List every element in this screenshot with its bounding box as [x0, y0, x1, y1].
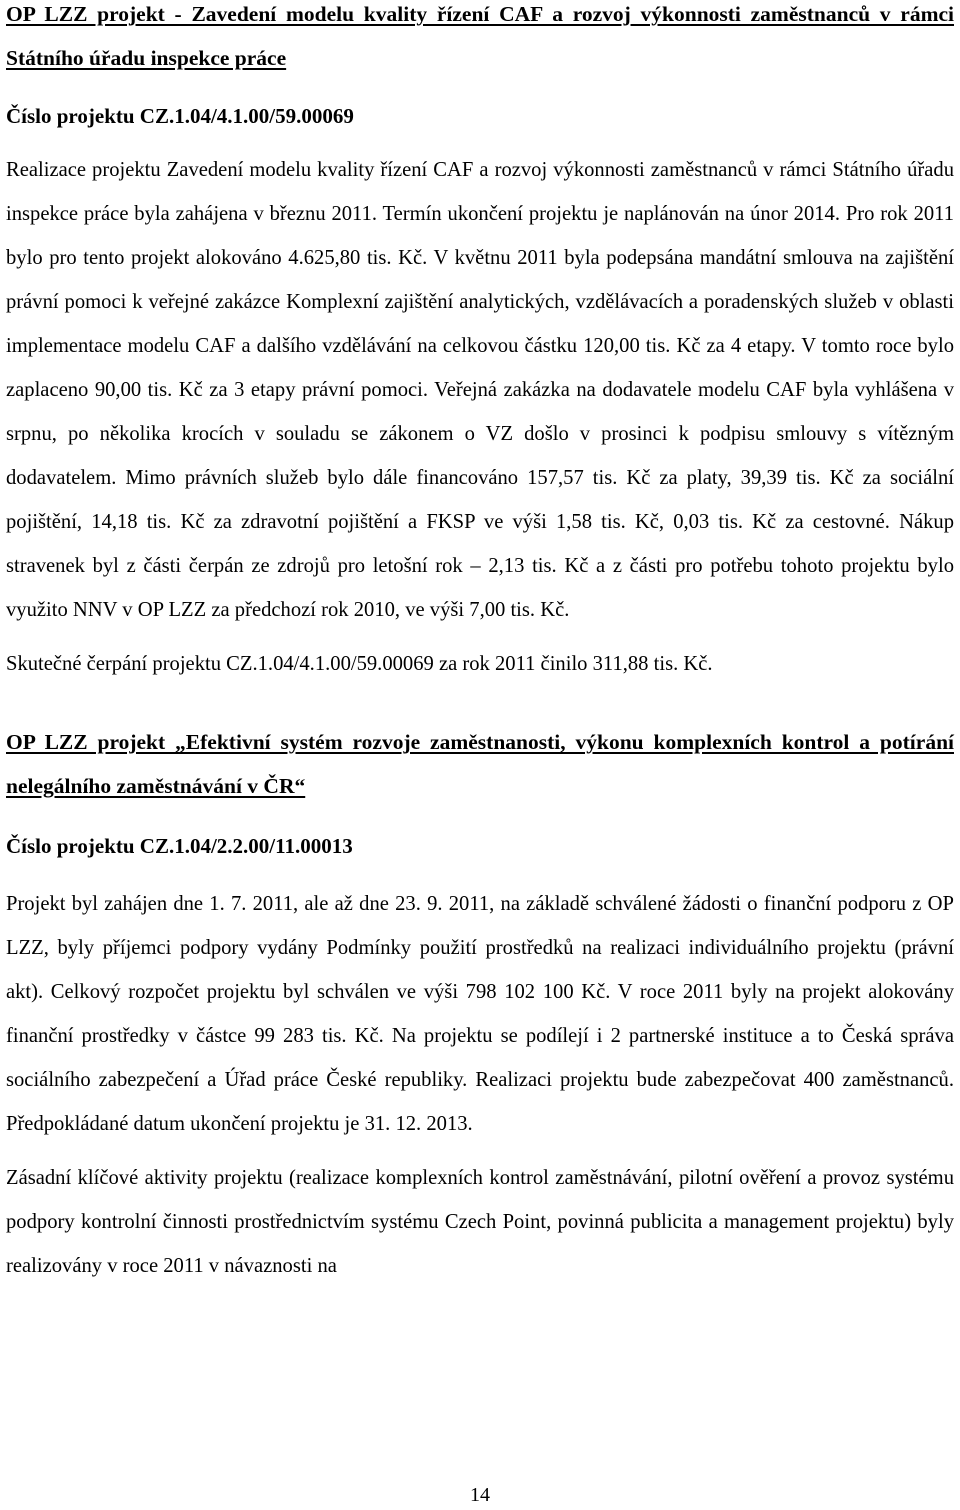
page-number: 14 [470, 1484, 490, 1506]
body-paragraph: Realizace projektu Zavedení modelu kvality řízení CAF a rozvoj výkonnosti zaměstnanců v rámci Státního úřadu inspekce práce byla zahájena v březnu 2011. Termín ukončení projektu je naplánován na únor 2014. Pro rok 2011 bylo pro tento projekt alokováno 4.625,80 tis. Kč. V květnu 2011 byla podepsána mandátní smlouva na zajištění právní pomoci k veřejné zakázce Komplexní zajištění analytických, vzdělávacích a poradenských služeb v oblasti implementace modelu CAF a dalšího vzdělávání na celkovou částku 120,00 tis. Kč za 4 etapy. V tomto roce bylo zaplaceno 90,00 tis. Kč za 3 etapy právní pomoci. Veřejná zakázka na dodavatele modelu CAF byla vyhlášena v srpnu, po několika krocích v souladu se zákonem o VZ došlo v prosinci k podpisu smlouvy s vítězným dodavatelem. Mimo právních služeb bylo dále financováno 157,57 tis. Kč za platy, 39,39 tis. Kč za sociální pojištění, 14,18 tis. Kč za zdravotní pojištění a FKSP ve výši 1,58 tis. Kč, 0,03 tis. Kč za cestovné. Nákup stravenek byl z části čerpán ze zdrojů pro letošní rok – 2,13 tis. Kč a z části pro potřebu tohoto projektu bylo využito NNV v OP LZZ za předchozí rok 2010, ve výši 7,00 tis. Kč. [6, 159, 954, 621]
total-spending-paragraph: Skutečné čerpání projektu CZ.1.04/4.1.00/59.00069 za rok 2011 činilo 311,88 tis. Kč. [6, 653, 713, 675]
section-employment-project [6, 720, 954, 1288]
project-number: Číslo projektu CZ.1.04/2.2.00/11.00013 [6, 834, 353, 858]
section-heading: OP LZZ projekt „Efektivní systém rozvoje zaměstnanosti, výkonu komplexních kontrol a potírání nelegálního zaměstnávání v ČR“ [6, 730, 954, 798]
body-paragraph: Projekt byl zahájen dne 1. 7. 2011, ale až dne 23. 9. 2011, na základě schválené žádosti o finanční podporu z OP LZZ, byly příjemci podpory vydány Podmínky použití prostředků na realizaci individuálního projektu (právní akt). Celkový rozpočet projektu byl schválen ve výši 798 102 100 Kč. V roce 2011 byly na projekt alokovány finanční prostředky v částce 99 283 tis. Kč. Na projektu se podílejí i 2 partnerské instituce a to Česká správa sociálního zabezpečení a Úřad práce České republiky. Realizaci projektu bude zabezpečovat 400 zaměstnanců. Předpokládané datum ukončení projektu je 31. 12. 2013. [6, 893, 954, 1135]
key-activities-paragraph: Zásadní klíčové aktivity projektu (realizace komplexních kontrol zaměstnávání, pilotní ověření a provoz systému podpory kontrolní činnosti prostřednictvím systému Czech Point, povinná publicita a management projektu) byly realizovány v roce 2011 v návaznosti na [6, 1167, 954, 1277]
section-heading: OP LZZ projekt - Zavedení modelu kvality řízení CAF a rozvoj výkonnosti zaměstnanců v rámci Státního úřadu inspekce práce [6, 2, 954, 70]
project-number: Číslo projektu CZ.1.04/4.1.00/59.00069 [6, 104, 354, 128]
section-caf-project [6, 0, 954, 686]
document-page [6, 0, 954, 1288]
